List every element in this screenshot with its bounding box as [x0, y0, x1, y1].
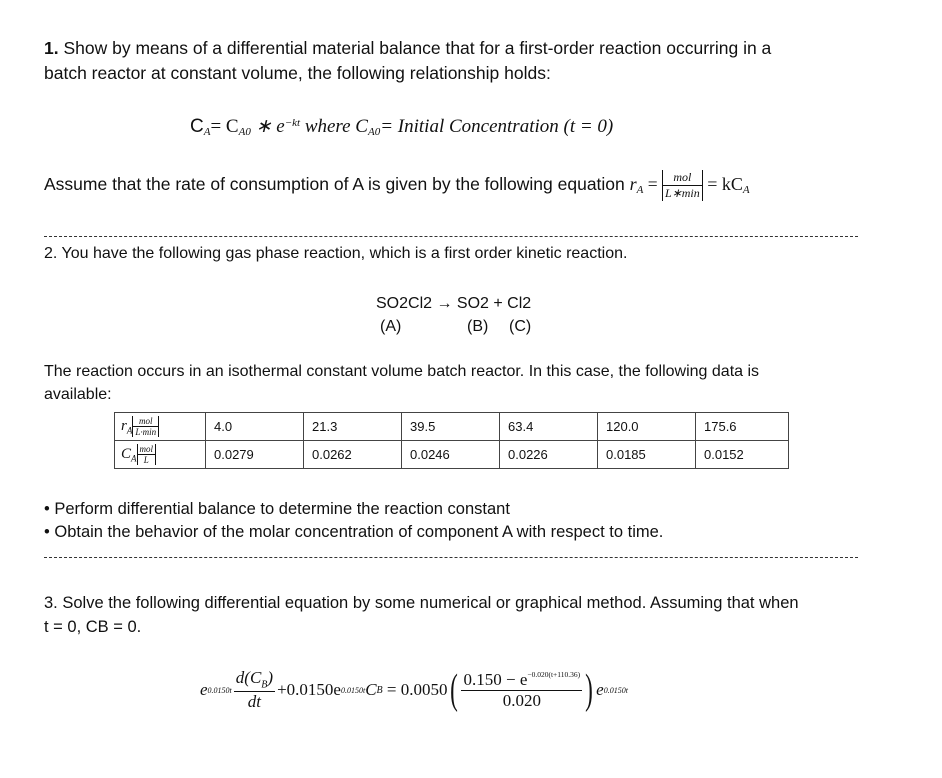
q3-equation: e 0.0150t $\frac{d(C_B)}{dt}$ +0.0150e 0.0150t C B = 0.0050 ( $\frac{0.150 - e^{-0.020(t+110.36)}}{0.020}$ ) e 0.0150t [200, 667, 628, 713]
q1-equation: $C_A= C_{A0}$ ∗ $e^{-kt}$ where $C_{A0}=$ Initial Concentration (t = 0) [190, 116, 614, 138]
divider-1 [44, 236, 858, 237]
rate-cell: 175.6 [696, 413, 789, 441]
rate-cell: 21.3 [304, 413, 402, 441]
rate-cell: 39.5 [402, 413, 500, 441]
rhs-fraction: $\frac{0.150 - e^{-0.020(t+110.36)}}{0.020}$ [463, 669, 581, 710]
derivative-fraction: $\frac{d(C_B)}{dt}$ [235, 668, 274, 711]
reaction-equation: SO2Cl2 → SO2 + Cl2 [376, 295, 532, 312]
q3-line1: 3. Solve the following differential equation by some numerical or graphical method. Assuming that when [44, 594, 799, 612]
concentration-cell: 0.0262 [304, 441, 402, 469]
q2-line2: The reaction occurs in an isothermal constant volume batch reactor. In this case, the following data is [44, 363, 760, 380]
label-b: (B) [467, 318, 489, 335]
q2-line3: available: [44, 386, 112, 403]
label-c: (C) [509, 318, 532, 335]
data-table [114, 412, 789, 469]
row-label-rate: $r_A$ $\frac{\text{mol}}{L\cdot\min}$ [115, 413, 206, 441]
row-label-concentration: $C_A$ $\frac{\text{mol}}{L}$ [115, 441, 206, 469]
rate-cell: 120.0 [598, 413, 696, 441]
rate-unit-fraction: $\frac{\text{mol}}{L∗\min}$ [662, 170, 703, 201]
rate-cell: 4.0 [206, 413, 304, 441]
concentration-cell: 0.0226 [500, 441, 598, 469]
q3-line2: t = 0, CB = 0. [44, 618, 142, 636]
q2-line1: 2. You have the following gas phase reaction, which is a first order kinetic reaction. [44, 245, 628, 262]
q1-number: 1. [44, 38, 59, 58]
table-row-rate [115, 413, 789, 441]
divider-2 [44, 557, 858, 558]
table-row-concentration [115, 441, 789, 469]
concentration-cell: 0.0185 [598, 441, 696, 469]
rate-cell: 63.4 [500, 413, 598, 441]
q1-line1 [44, 38, 771, 59]
concentration-cell: 0.0152 [696, 441, 789, 469]
bullet-2: • Obtain the behavior of the molar concentration of component A with respect to time. [44, 523, 664, 541]
q1-rate-line: Assume that the rate of consumption of A is given by the following equation $r_A$ = $\frac{\text{mol}}{L∗\min}$ = $kC_A$ [44, 170, 750, 200]
q1-text-1: Show by means of a differential material balance that for a first-order reaction occurring in a [63, 38, 772, 58]
concentration-cell: 0.0246 [402, 441, 500, 469]
bullet-1: • Perform differential balance to determine the reaction constant [44, 500, 510, 518]
label-a: (A) [380, 318, 402, 335]
q1-line2: batch reactor at constant volume, the following relationship holds: [44, 63, 551, 83]
concentration-cell: 0.0279 [206, 441, 304, 469]
